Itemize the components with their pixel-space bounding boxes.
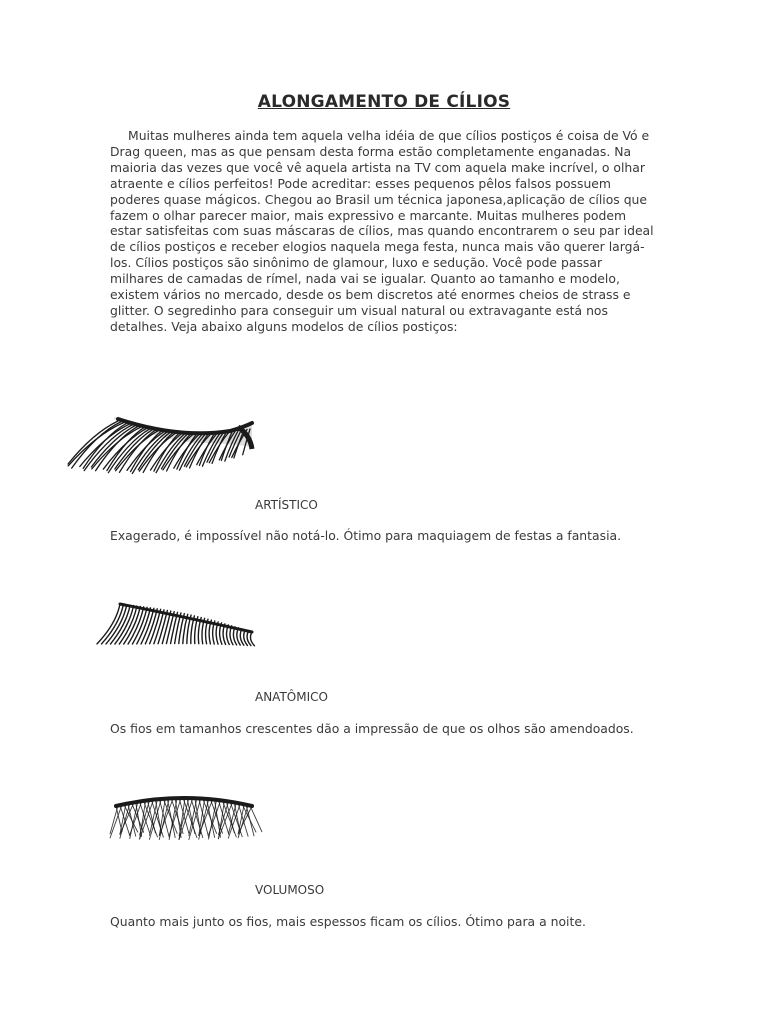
page-title: ALONGAMENTO DE CÍLIOS (257, 92, 511, 112)
artistic-lash-icon (110, 405, 256, 485)
caption-artistico: ARTÍSTICO (255, 498, 318, 512)
description-artistico: Exagerado, é impossível não notá-lo. Ótimo para maquiagem de festas a fantasia. (110, 528, 622, 543)
caption-volumoso: VOLUMOSO (255, 883, 325, 897)
anatomic-lash-icon (110, 590, 256, 670)
description-anatomico: Os fios em tamanhos crescentes dão a impressão de que os olhos são amendoados. (110, 721, 634, 736)
caption-anatomico: ANATÔMICO (255, 690, 328, 704)
voluminous-lash-icon (110, 792, 256, 862)
intro-paragraph: Muitas mulheres ainda tem aquela velha idéia de que cílios postiços é coisa de Vó e Drag queen, mas as que pensam desta forma estão completamente enganadas. Na maioria das vezes que você vê aquela artista na TV com aquela make incrível, o olhar atraente e cílios perfeitos! Pode acreditar: esses pequenos pêlos falsos possuem poderes quase mágicos. Chegou ao Brasil um técnica japonesa,aplicação de cílios que fazem o olhar parecer maior, mais expressivo e marcante. Muitas mulheres podem estar satisfeitas com suas máscaras de cílios, mas quando encontrarem o seu par ideal de cílios postiços e receber elogios naquela mega festa, nunca mais vão querer largá-los. Cílios postiços são sinônimo de glamour, luxo e sedução. Você pode passar milhares de camadas de rímel, nada vai se igualar. Quanto ao tamanho e modelo, existem vários no mercado, desde os bem discretos até enormes cheios de strass e glitter. O segredinho para conseguir um visual natural ou extravagante está nos detalhes. Veja abaixo alguns modelos de cílios postiços: (110, 128, 654, 334)
description-volumoso: Quanto mais junto os fios, mais espessos ficam os cílios. Ótimo para a noite. (110, 914, 586, 929)
